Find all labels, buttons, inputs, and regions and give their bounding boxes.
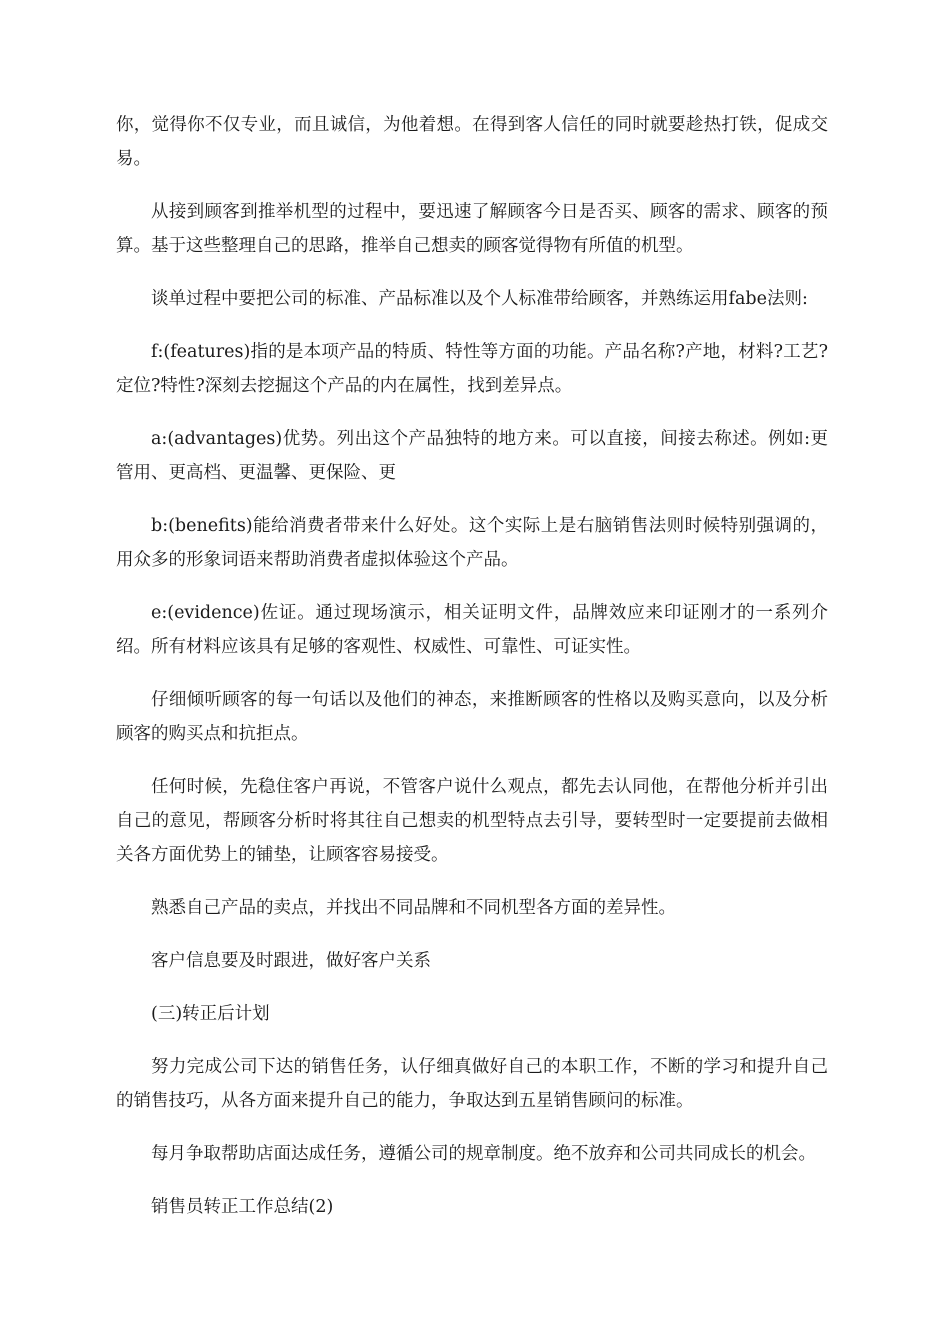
- paragraph-continuation: 你，觉得你不仅专业，而且诚信，为他着想。在得到客人信任的同时就要趁热打铁，促成交易。: [116, 115, 828, 169]
- paragraph-selling-points: 熟悉自己产品的卖点，并找出不同品牌和不同机型各方面的差异性。: [151, 898, 676, 918]
- paragraph-sales-task: 努力完成公司下达的销售任务，认仔细真做好自己的本职工作，不断的学习和提升自己的销售技巧，从各方面来提升自己的能力，争取达到五星销售顾问的标准。: [116, 1057, 828, 1111]
- paragraph-fabe-evidence: e:(evidence)佐证。通过现场演示，相关证明文件，品牌效应来印证刚才的一系列介绍。所有材料应该具有足够的客观性、权威性、可靠性、可证实性。: [116, 603, 828, 657]
- paragraph-recommend-model: 从接到顾客到推举机型的过程中，要迅速了解顾客今日是否买、顾客的需求、顾客的预算。基于这些整理自己的思路，推举自己想卖的顾客觉得物有所值的机型。: [116, 202, 828, 256]
- document-body: [116, 108, 828, 1243]
- document-subtitle: 销售员转正工作总结(2): [151, 1197, 334, 1217]
- paragraph-monthly-goal: 每月争取帮助店面达成任务，遵循公司的规章制度。绝不放弃和公司共同成长的机会。: [151, 1144, 816, 1164]
- paragraph-customer-followup: 客户信息要及时跟进，做好客户关系: [151, 951, 431, 971]
- paragraph-stabilize-customer: 任何时候，先稳住客户再说，不管客户说什么观点，都先去认同他，在帮他分析并引出自己的意见，帮顾客分析时将其往自己想卖的机型特点去引导，要转型时一定要提前去做相关各方面优势上的铺垫，让顾客容易接受。: [116, 777, 828, 865]
- paragraph-fabe-advantages: a:(advantages)优势。列出这个产品独特的地方来。可以直接，间接去称述。例如:更管用、更高档、更温馨、更保险、更: [116, 429, 828, 483]
- paragraph-fabe-intro: 谈单过程中要把公司的标准、产品标准以及个人标准带给顾客，并熟练运用fabe法则:: [151, 289, 808, 309]
- paragraph-fabe-features: f:(features)指的是本项产品的特质、特性等方面的功能。产品名称?产地，材料?工艺?定位?特性?深刻去挖掘这个产品的内在属性，找到差异点。: [116, 342, 828, 396]
- paragraph-listen: 仔细倾听顾客的每一句话以及他们的神态，来推断顾客的性格以及购买意向，以及分析顾客的购买点和抗拒点。: [116, 690, 828, 744]
- section-heading-plan: (三)转正后计划: [151, 1004, 270, 1024]
- paragraph-fabe-benefits: b:(benefits)能给消费者带来什么好处。这个实际上是右脑销售法则时候特别强调的，用众多的形象词语来帮助消费者虚拟体验这个产品。: [116, 516, 828, 570]
